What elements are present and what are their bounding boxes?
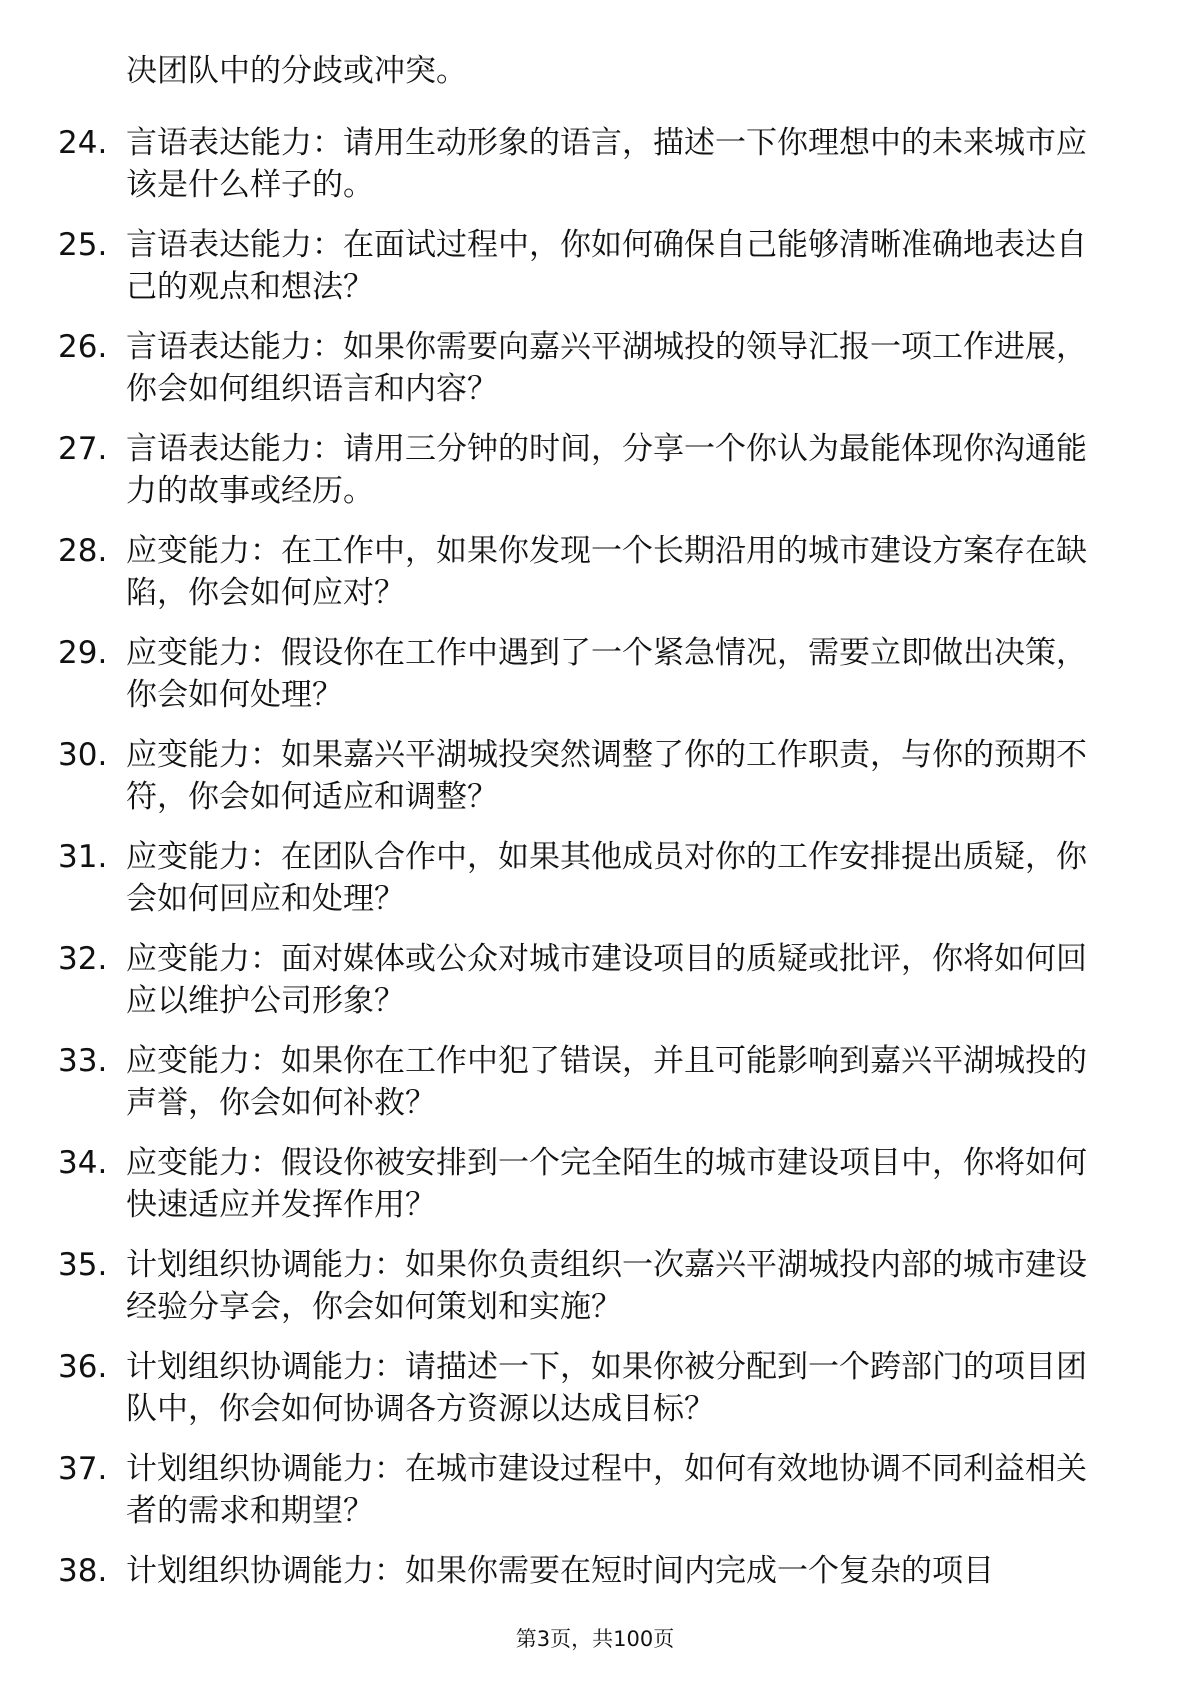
question-number: 32. <box>58 941 108 977</box>
question-text: 言语表达能力：请用三分钟的时间，分享一个你认为最能体现你沟通能力的故事或经历。 <box>126 431 1087 509</box>
question-item <box>58 428 1110 512</box>
question-item <box>58 122 1110 206</box>
question-item <box>58 1040 1110 1124</box>
question-number: 24. <box>58 125 108 161</box>
question-item <box>58 326 1110 410</box>
question-number: 38. <box>58 1553 108 1589</box>
question-number: 33. <box>58 1043 108 1079</box>
question-item <box>58 224 1110 308</box>
question-number: 25. <box>58 227 108 263</box>
question-number: 27. <box>58 431 108 467</box>
question-number: 29. <box>58 635 108 671</box>
question-item <box>58 1142 1110 1226</box>
question-item <box>58 1244 1110 1328</box>
question-number: 30. <box>58 737 108 773</box>
question-item <box>58 1448 1110 1532</box>
question-item <box>58 530 1110 614</box>
question-text: 应变能力：面对媒体或公众对城市建设项目的质疑或批评，你将如何回应以维护公司形象？ <box>126 941 1087 1019</box>
question-list <box>58 50 1110 1610</box>
question-number: 35. <box>58 1247 108 1283</box>
question-number: 31. <box>58 839 108 875</box>
question-number: 26. <box>58 329 108 365</box>
question-number: 34. <box>58 1145 108 1181</box>
question-text: 言语表达能力：请用生动形象的语言，描述一下你理想中的未来城市应该是什么样子的。 <box>126 125 1087 203</box>
question-text: 计划组织协调能力：如果你负责组织一次嘉兴平湖城投内部的城市建设经验分享会，你会如何策划和实施？ <box>126 1247 1087 1325</box>
question-number: 28. <box>58 533 108 569</box>
question-text: 计划组织协调能力：在城市建设过程中，如何有效地协调不同利益相关者的需求和期望？ <box>126 1451 1087 1529</box>
question-text: 应变能力：在工作中，如果你发现一个长期沿用的城市建设方案存在缺陷，你会如何应对？ <box>126 533 1087 611</box>
question-text: 计划组织协调能力：请描述一下，如果你被分配到一个跨部门的项目团队中，你会如何协调各方资源以达成目标？ <box>126 1349 1087 1427</box>
question-text: 应变能力：如果嘉兴平湖城投突然调整了你的工作职责，与你的预期不符，你会如何适应和调整？ <box>126 737 1087 815</box>
question-item <box>58 938 1110 1022</box>
question-item <box>58 1346 1110 1430</box>
question-text: 计划组织协调能力：如果你需要在短时间内完成一个复杂的项目 <box>126 1553 994 1589</box>
question-text: 应变能力：假设你在工作中遇到了一个紧急情况，需要立即做出决策，你会如何处理？ <box>126 635 1087 713</box>
question-item <box>58 1550 1110 1592</box>
question-text: 应变能力：如果你在工作中犯了错误，并且可能影响到嘉兴平湖城投的声誉，你会如何补救？ <box>126 1043 1087 1121</box>
question-text: 言语表达能力：如果你需要向嘉兴平湖城投的领导汇报一项工作进展，你会如何组织语言和内容？ <box>126 329 1087 407</box>
question-number: 36. <box>58 1349 108 1385</box>
question-item <box>58 632 1110 716</box>
question-number: 37. <box>58 1451 108 1487</box>
continuation-text: 决团队中的分歧或冲突。 <box>126 53 467 89</box>
page-footer: 第3页，共100页 <box>515 1627 675 1651</box>
question-text: 言语表达能力：在面试过程中，你如何确保自己能够清晰准确地表达自己的观点和想法？ <box>126 227 1087 305</box>
question-text: 应变能力：假设你被安排到一个完全陌生的城市建设项目中，你将如何快速适应并发挥作用？ <box>126 1145 1087 1223</box>
question-item <box>58 836 1110 920</box>
question-text: 应变能力：在团队合作中，如果其他成员对你的工作安排提出质疑，你会如何回应和处理？ <box>126 839 1087 917</box>
question-item <box>58 734 1110 818</box>
